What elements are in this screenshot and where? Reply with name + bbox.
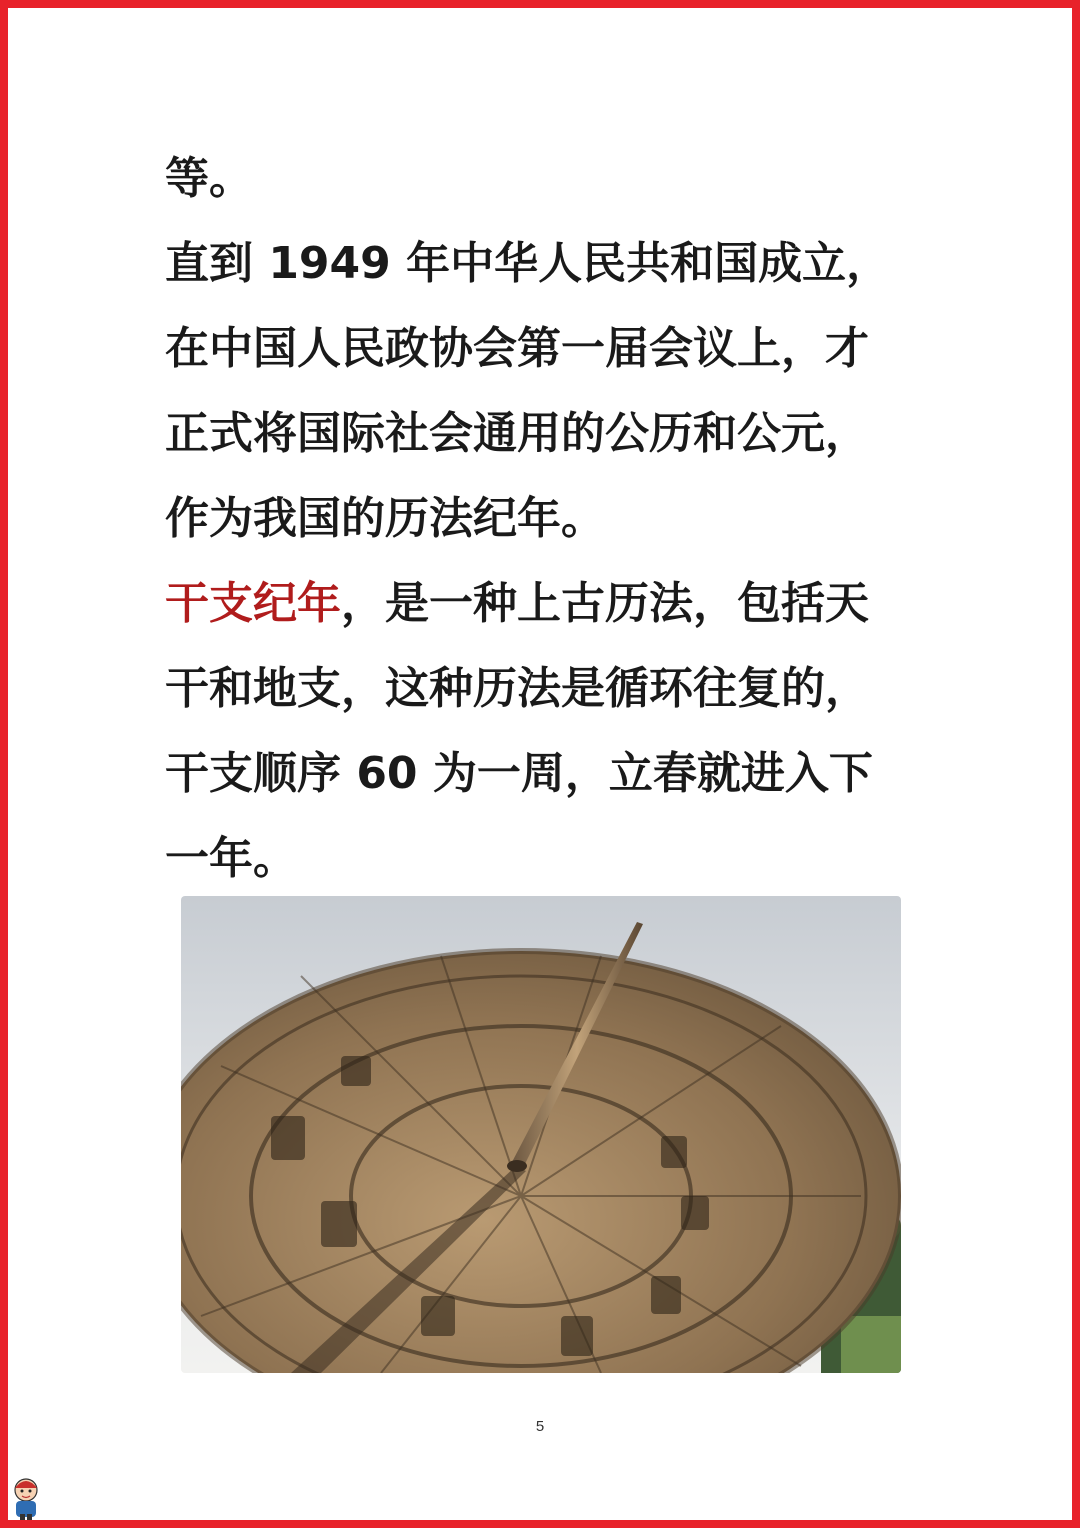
text-segment: ，是一种上古历法，包括天 [341, 578, 869, 629]
text-segment: 在中国人民政协会第一届会议上，才 [165, 323, 869, 374]
sundial-photo [181, 896, 901, 1373]
text-segment: 等。 [165, 153, 253, 204]
text-line [165, 646, 955, 731]
text-segment: 正式将国际社会通用的公历和公元， [165, 408, 869, 459]
text-line [165, 391, 955, 476]
text-line [165, 816, 955, 901]
text-line [165, 476, 955, 561]
page-number: 5 [535, 1418, 545, 1435]
text-line [165, 306, 955, 391]
text-segment: 一年。 [165, 833, 297, 884]
text-segment: 干和地支，这种历法是循环往复的， [165, 663, 869, 714]
highlighted-term: 干支纪年 [165, 578, 341, 629]
text-line [165, 561, 955, 646]
text-line [165, 136, 955, 221]
text-line [165, 221, 955, 306]
text-segment: 作为我国的历法纪年。 [165, 493, 605, 544]
mascot-icon [6, 1474, 46, 1522]
text-line [165, 731, 955, 816]
body-text [165, 136, 955, 901]
text-segment: 干支顺序 60 为一周，立春就进入下 [165, 748, 873, 799]
text-segment: 直到 1949 年中华人民共和国成立， [165, 238, 891, 289]
